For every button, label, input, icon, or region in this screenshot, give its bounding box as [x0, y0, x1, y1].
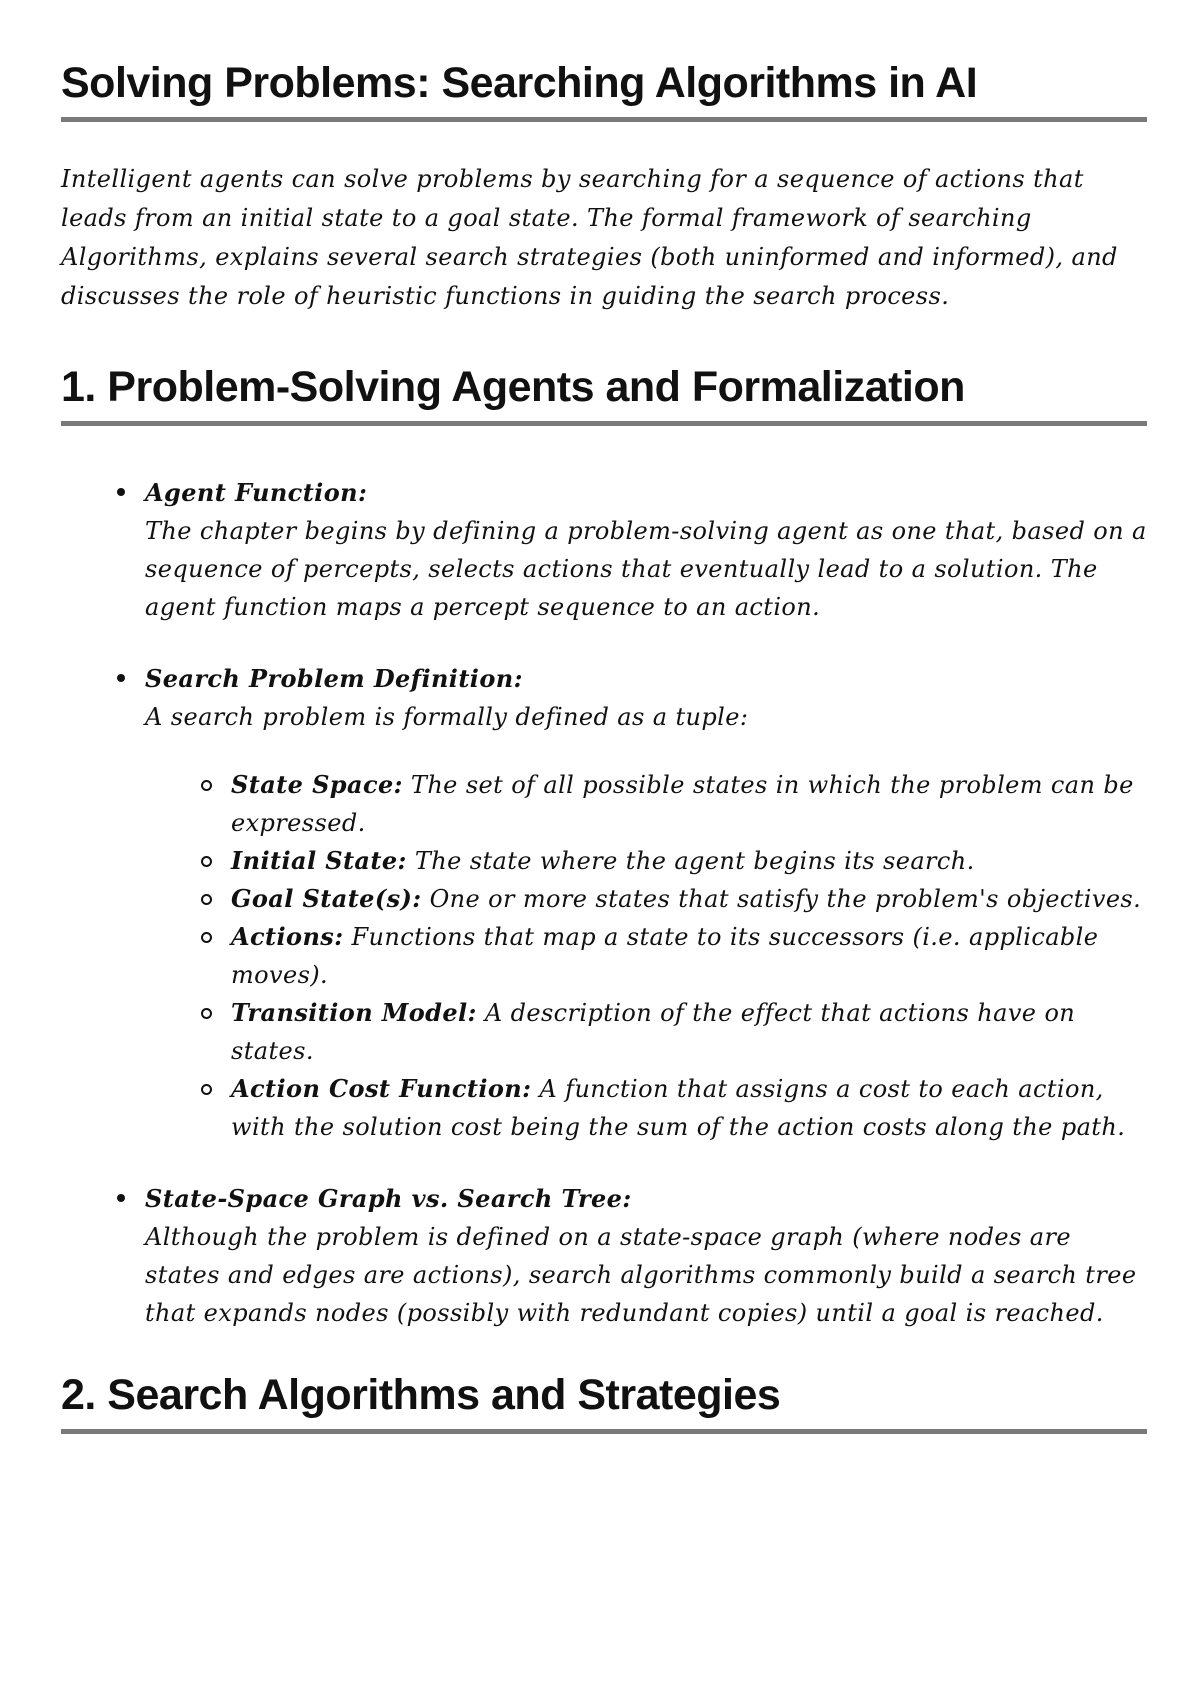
subterm-state-space: State Space:: [231, 770, 403, 799]
sub-item-action-cost-function: [231, 1070, 1147, 1146]
sub-item-transition-model: [231, 994, 1147, 1070]
subterm-goal-states: Goal State(s):: [231, 884, 422, 913]
sub-item-initial-state: [231, 842, 1147, 880]
sub-item-state-space: [231, 766, 1147, 842]
subtext-goal-states: One or more states that satisfy the problem's objectives.: [429, 885, 1142, 913]
subtext-state-space: The set of all possible states in which the problem can be expressed.: [231, 771, 1134, 837]
section-1-list: [61, 474, 1147, 1332]
definition-state-space-graph-vs-search-tree: Although the problem is defined on a state-space graph (where nodes are states and edges are actions), search algorithms commonly build a search tree that expands nodes (possibly with redundant copies) until a goal is reached.: [145, 1223, 1137, 1327]
term-state-space-graph-vs-search-tree: State-Space Graph vs. Search Tree:: [145, 1184, 632, 1213]
intro-paragraph: Intelligent agents can solve problems by searching for a sequence of actions that leads from an initial state to a goal state. The formal framework of searching Algorithms, explains several search strategies (both uninformed and informed), and discusses the role of heuristic functions in guiding the search process.: [61, 165, 1118, 310]
subtext-initial-state: The state where the agent begins its search.: [414, 847, 975, 875]
list-item-state-space-graph-vs-search-tree: [145, 1180, 1147, 1332]
term-search-problem-definition: Search Problem Definition:: [145, 664, 523, 693]
list-item-search-problem-definition: [145, 660, 1147, 1146]
term-agent-function: Agent Function:: [145, 478, 368, 507]
page-title: Solving Problems: Searching Algorithms in AI: [61, 56, 1147, 122]
document-page: [61, 56, 1147, 1434]
subterm-initial-state: Initial State:: [231, 846, 407, 875]
subtext-action-cost-function: A function that assigns a cost to each action, with the solution cost being the sum of the action costs along the path.: [231, 1075, 1126, 1141]
subtext-transition-model: A description of the effect that actions have on states.: [231, 999, 1076, 1065]
sub-item-actions: [231, 918, 1147, 994]
subterm-transition-model: Transition Model:: [231, 998, 477, 1027]
section-1-heading: 1. Problem-Solving Agents and Formalization: [61, 360, 1147, 426]
definition-agent-function: The chapter begins by defining a problem-solving agent as one that, based on a sequence of percepts, selects actions that eventually lead to a solution. The agent function maps a percept sequence to an action.: [145, 517, 1147, 621]
subtext-actions: Functions that map a state to its successors (i.e. applicable moves).: [231, 923, 1099, 989]
subterm-action-cost-function: Action Cost Function:: [231, 1074, 532, 1103]
sub-item-goal-states: [231, 880, 1147, 918]
tuple-components-list: [145, 766, 1147, 1146]
subterm-actions: Actions:: [231, 922, 344, 951]
list-item-agent-function: [145, 474, 1147, 626]
definition-search-problem-definition: A search problem is formally defined as a tuple:: [145, 703, 749, 731]
section-2-heading: 2. Search Algorithms and Strategies: [61, 1368, 1147, 1434]
